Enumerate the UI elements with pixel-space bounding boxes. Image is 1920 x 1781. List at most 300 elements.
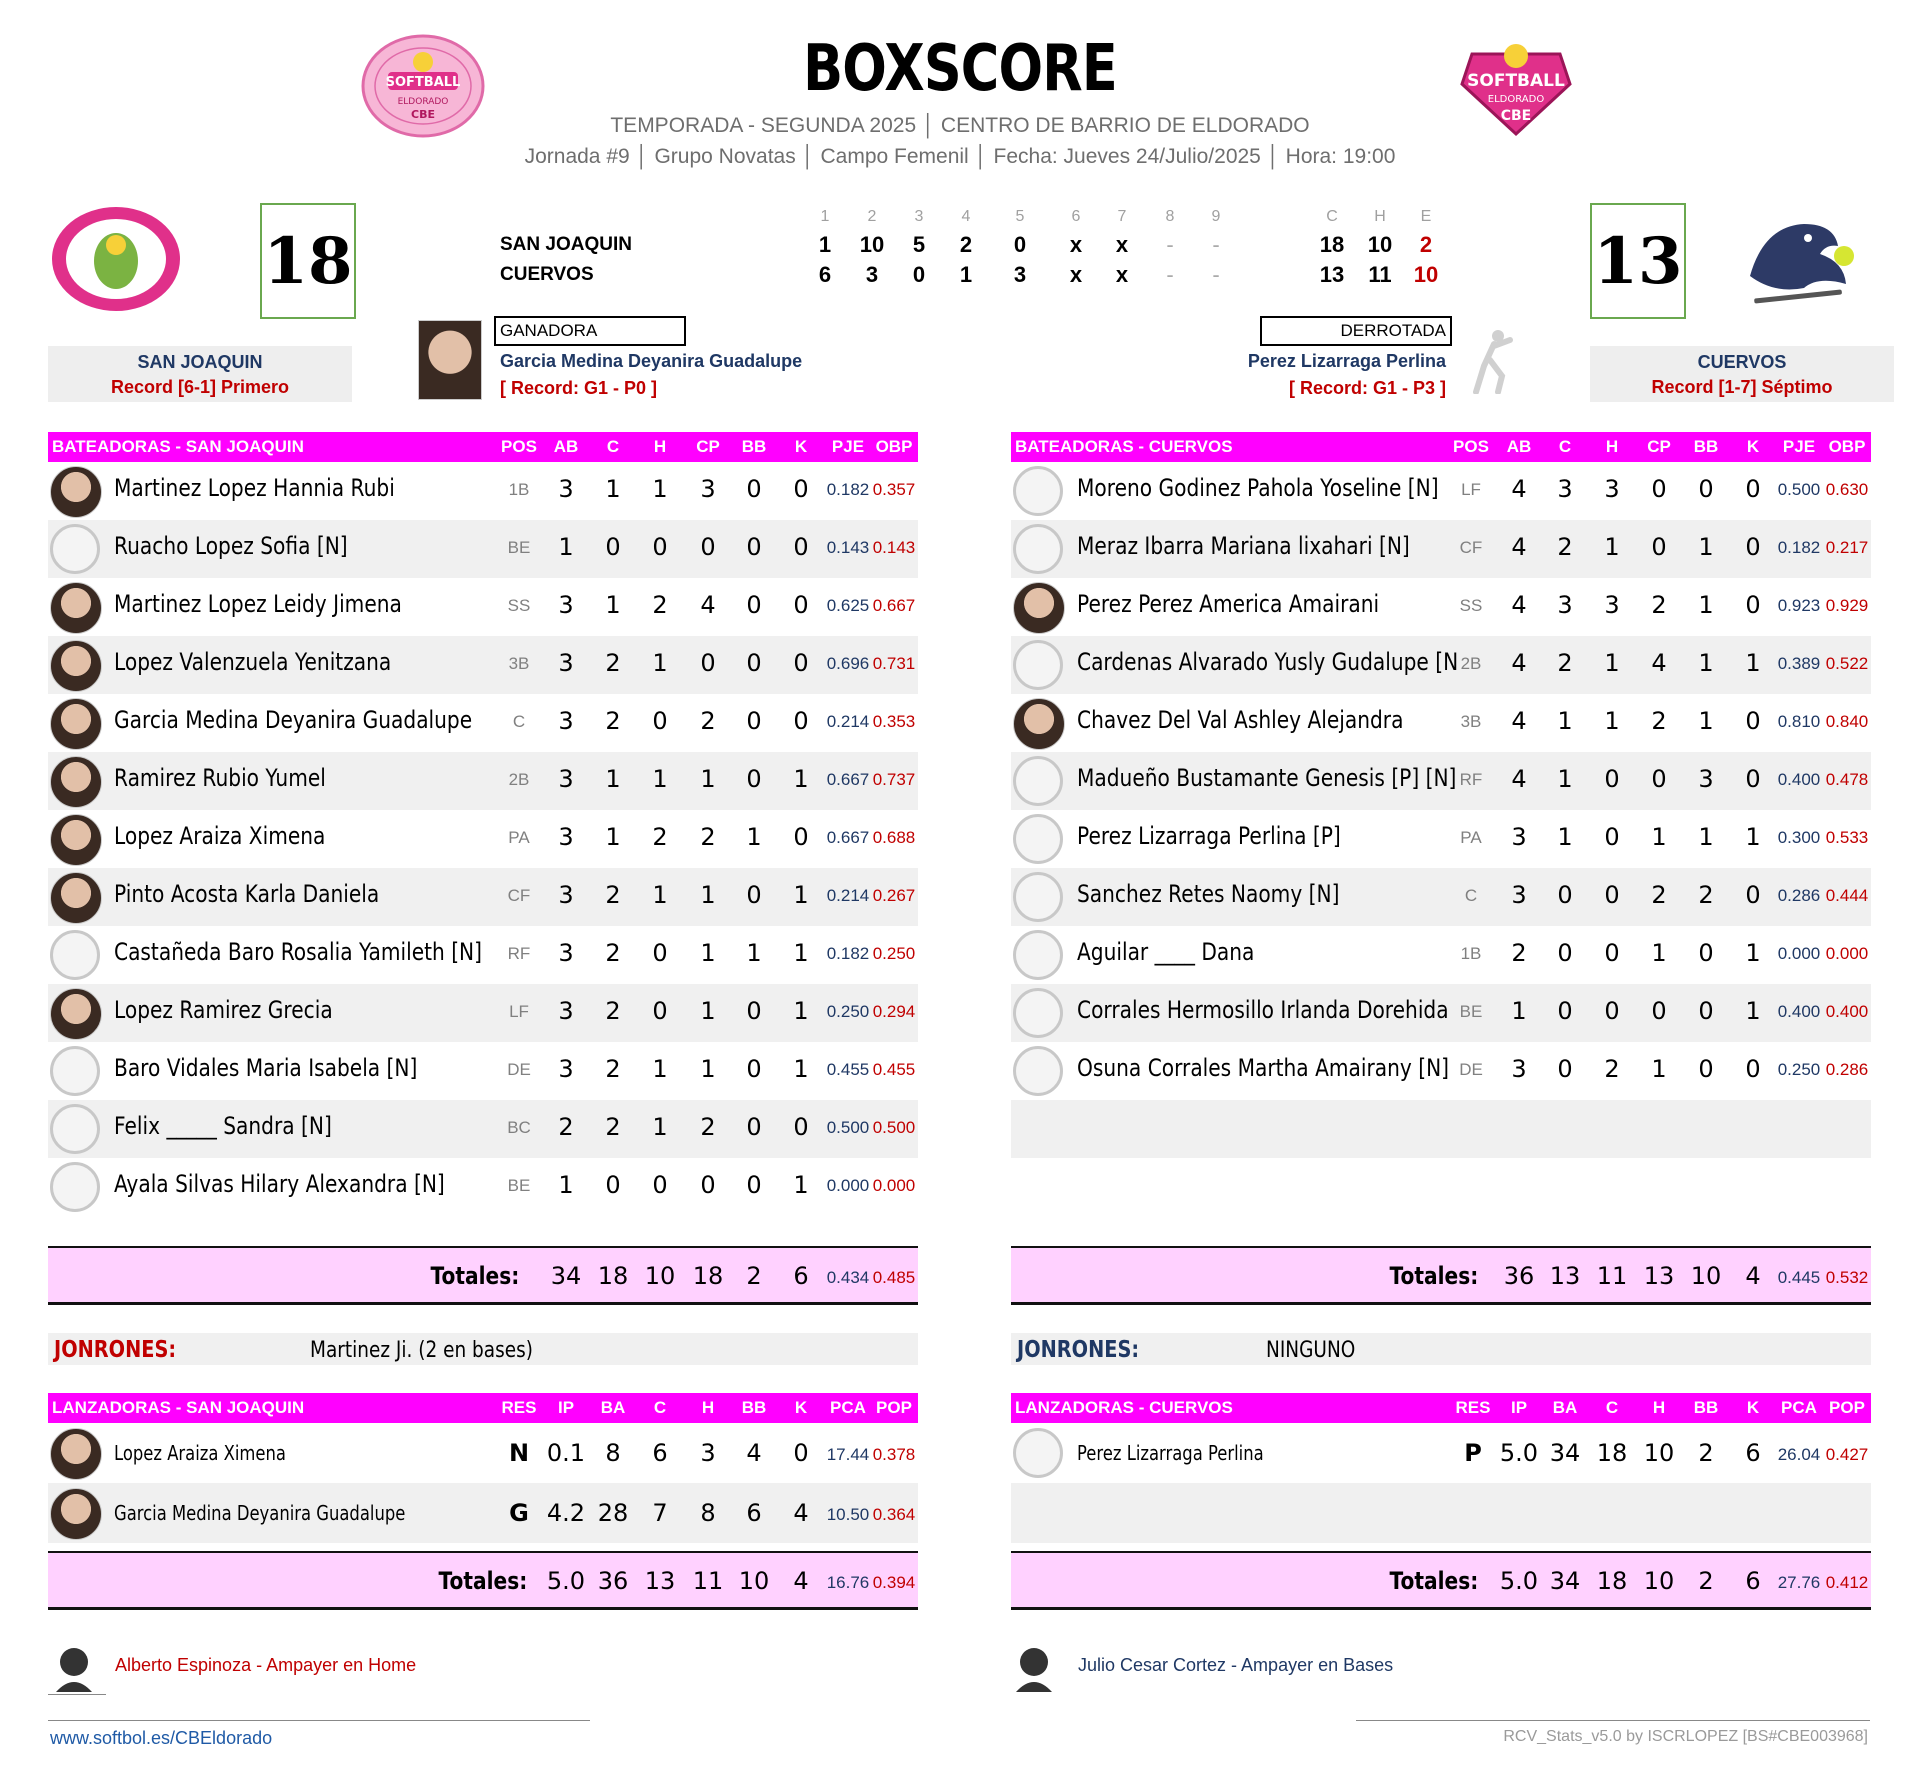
stat-ab: 4 <box>1511 591 1527 619</box>
column-header: RES <box>1455 1398 1491 1417</box>
stat-cp: 1 <box>700 997 716 1025</box>
stat-obp: 0.294 <box>872 1002 916 1021</box>
home-homeruns-label: JONRONES: <box>54 1337 177 1363</box>
player-position: DE <box>507 1060 531 1079</box>
league-logo-right <box>1452 34 1580 138</box>
player-position: SS <box>1459 596 1483 615</box>
stat-h: 3 <box>700 1439 716 1467</box>
stat-k: 1 <box>793 997 809 1025</box>
linescore-inning-runs: 3 <box>1013 262 1027 287</box>
table-row <box>1011 1483 1871 1543</box>
stat-c: 1 <box>605 475 621 503</box>
stat-h: 1 <box>652 1055 668 1083</box>
stat-h: 8 <box>700 1499 716 1527</box>
stat-bb: 0 <box>746 1171 762 1199</box>
table-row <box>48 752 918 810</box>
stat-pje: 0.250 <box>1777 1060 1821 1079</box>
stat-k: 1 <box>793 1171 809 1199</box>
stat-pje: 0.500 <box>826 1118 870 1137</box>
stat-c: 2 <box>605 1113 621 1141</box>
table-row <box>48 1158 918 1216</box>
stat-h: 0 <box>1604 881 1620 909</box>
table-row <box>1011 868 1871 926</box>
home-team-box <box>48 346 352 402</box>
stat-ip: 0.1 <box>546 1439 586 1467</box>
total-k: 4 <box>793 1567 809 1595</box>
stat-cp: 3 <box>700 475 716 503</box>
pitcher-result: G <box>509 1499 529 1527</box>
stat-ab: 3 <box>558 475 574 503</box>
column-header: K <box>794 437 808 456</box>
player-name: Perez Lizarraga Perlina [P] <box>1077 822 1341 850</box>
stat-bb: 0 <box>1698 475 1714 503</box>
player-position: CF <box>1459 538 1483 557</box>
home-batting-table <box>48 432 918 1216</box>
stat-h: 0 <box>652 997 668 1025</box>
stat-pje: 0.250 <box>826 1002 870 1021</box>
total-cp: 18 <box>692 1262 724 1290</box>
linescore-home-team: SAN JOAQUIN <box>500 234 632 255</box>
game-details: Jornada #9 │ Grupo Novatas │ Campo Femenil │ Fecha: Jueves 24/Julio/2025 │ Hora: 19:00 <box>524 145 1396 168</box>
total-c: 18 <box>597 1262 629 1290</box>
stat-ab: 3 <box>558 765 574 793</box>
table-row <box>48 520 918 578</box>
linescore-inning-runs: x <box>1069 232 1083 257</box>
table-row <box>1011 810 1871 868</box>
linescore-total-head: E <box>1420 208 1432 225</box>
player-photo <box>50 756 102 808</box>
stat-h: 0 <box>1604 823 1620 851</box>
stat-c: 2 <box>605 881 621 909</box>
stat-k: 6 <box>1745 1439 1761 1467</box>
column-header: H <box>653 437 667 456</box>
column-header: C <box>653 1398 667 1417</box>
total-h: 10 <box>1643 1567 1675 1595</box>
stat-bb: 0 <box>746 475 762 503</box>
stat-bb: 1 <box>1698 707 1714 735</box>
column-header: H <box>1652 1398 1666 1417</box>
table-row <box>48 1423 918 1483</box>
player-photo <box>50 1428 102 1480</box>
linescore-inning-runs: 0 <box>1013 232 1027 257</box>
stat-obp: 0.667 <box>872 596 916 615</box>
stat-h: 0 <box>1604 765 1620 793</box>
table-row <box>1011 462 1871 520</box>
stat-pje: 0.667 <box>826 770 870 789</box>
stat-cp: 0 <box>700 1171 716 1199</box>
stat-c: 2 <box>605 1055 621 1083</box>
total-pca: 16.76 <box>826 1573 870 1592</box>
table-row <box>48 868 918 926</box>
total-bb: 2 <box>1698 1567 1714 1595</box>
stat-cp: 0 <box>700 533 716 561</box>
stat-ip: 4.2 <box>546 1499 586 1527</box>
linescore-total-head: C <box>1326 208 1338 225</box>
pitcher-result: N <box>508 1439 530 1467</box>
stat-ab: 2 <box>558 1113 574 1141</box>
total-h: 11 <box>1596 1262 1628 1290</box>
pitching-header <box>1011 1393 1871 1423</box>
table-row <box>48 1483 918 1543</box>
stat-pje: 0.389 <box>1777 654 1821 673</box>
footer-url-link[interactable]: www.softbol.es/CBEldorado <box>50 1728 273 1748</box>
stat-obp: 0.500 <box>872 1118 916 1137</box>
stat-h: 0 <box>1604 997 1620 1025</box>
stat-pje: 0.182 <box>826 480 870 499</box>
column-header: K <box>1746 1398 1760 1417</box>
player-name: Madueño Bustamante Genesis [P] [N] <box>1077 764 1457 792</box>
stat-pje: 0.286 <box>1777 886 1821 905</box>
stat-cp: 0 <box>700 649 716 677</box>
stat-c: 0 <box>1557 939 1573 967</box>
player-name: Aguilar ____ Dana <box>1077 938 1255 966</box>
table-row <box>48 1100 918 1158</box>
linescore-inning-head: 2 <box>867 208 877 225</box>
stat-h: 1 <box>652 881 668 909</box>
home-homeruns-value: Martinez Ji. (2 en bases) <box>310 1338 533 1363</box>
player-name: Martinez Lopez Hannia Rubi <box>114 474 395 502</box>
stat-k: 1 <box>793 1055 809 1083</box>
player-name: Pinto Acosta Karla Daniela <box>114 880 380 908</box>
stat-h: 1 <box>652 475 668 503</box>
stat-obp: 0.630 <box>1825 480 1869 499</box>
stat-h: 0 <box>1604 939 1620 967</box>
column-header: C <box>1605 1398 1619 1417</box>
stat-pje: 0.696 <box>826 654 870 673</box>
stat-bb: 1 <box>1698 649 1714 677</box>
stat-bb: 0 <box>746 533 762 561</box>
player-name: Lopez Valenzuela Yenitzana <box>114 648 392 676</box>
player-silhouette-icon <box>1013 930 1063 980</box>
player-name: Baro Vidales Maria Isabela [N] <box>114 1054 418 1082</box>
stat-pop: 0.427 <box>1825 1445 1869 1464</box>
stat-ab: 3 <box>1511 1055 1527 1083</box>
stat-pje: 0.214 <box>826 712 870 731</box>
column-header: C <box>606 437 620 456</box>
stat-pca: 17.44 <box>826 1445 870 1464</box>
total-k: 4 <box>1745 1262 1761 1290</box>
linescore-inning-head: 3 <box>914 208 924 225</box>
stat-k: 0 <box>793 1113 809 1141</box>
stat-cp: 1 <box>1651 939 1667 967</box>
linescore-inning-runs: 10 <box>859 232 885 257</box>
stat-c: 18 <box>1596 1439 1628 1467</box>
stat-ab: 4 <box>1511 475 1527 503</box>
player-name: Lopez Araiza Ximena <box>114 822 326 850</box>
column-header: C <box>1558 437 1572 456</box>
totals-label: Totales: <box>430 1262 520 1290</box>
stat-h: 10 <box>1643 1439 1675 1467</box>
stat-h: 0 <box>652 1171 668 1199</box>
linescore-inning-runs: 5 <box>912 232 926 257</box>
totals-label: Totales: <box>1389 1567 1479 1595</box>
table-row <box>48 636 918 694</box>
stat-h: 3 <box>1604 475 1620 503</box>
stat-obp: 0.533 <box>1825 828 1869 847</box>
batting-title: BATEADORAS - SAN JOAQUIN <box>52 437 304 456</box>
stat-bb: 1 <box>1698 823 1714 851</box>
total-h: 11 <box>692 1567 724 1595</box>
home-score: 18 <box>260 203 356 319</box>
linescore-inning-runs: 1 <box>818 232 832 257</box>
column-header: PCA <box>1781 1398 1817 1417</box>
stat-pje: 0.000 <box>1777 944 1821 963</box>
stat-obp: 0.353 <box>872 712 916 731</box>
stat-h: 2 <box>652 591 668 619</box>
away-team-logo <box>1734 206 1864 310</box>
linescore-inning-runs: x <box>1115 262 1129 287</box>
stat-pje: 0.182 <box>1777 538 1821 557</box>
away-team-box <box>1590 346 1894 402</box>
umpire-home: Alberto Espinoza - Ampayer en Home <box>115 1655 417 1675</box>
footer-divider-left <box>48 1720 590 1721</box>
linescore-inning-head: 5 <box>1015 208 1025 225</box>
total-pje: 0.445 <box>1777 1268 1821 1287</box>
stat-cp: 1 <box>700 765 716 793</box>
linescore-inning-runs: 0 <box>912 262 926 287</box>
player-name: Perez Perez America Amairani <box>1077 590 1380 618</box>
stat-c: 2 <box>605 649 621 677</box>
player-photo <box>50 814 102 866</box>
stat-cp: 1 <box>700 939 716 967</box>
stat-bb: 0 <box>746 1055 762 1083</box>
stat-cp: 0 <box>1651 475 1667 503</box>
away-score: 13 <box>1590 203 1686 319</box>
stat-cp: 1 <box>700 1055 716 1083</box>
linescore-inning-runs: x <box>1115 232 1129 257</box>
column-header: K <box>1746 437 1760 456</box>
stat-h: 1 <box>652 1113 668 1141</box>
stat-ab: 3 <box>558 649 574 677</box>
umpire-home-avatar <box>52 1644 96 1692</box>
stat-cp: 0 <box>1651 765 1667 793</box>
linescore-inning-runs: - <box>1212 232 1220 257</box>
stat-cp: 1 <box>1651 823 1667 851</box>
stat-h: 1 <box>1604 707 1620 735</box>
linescore-total: 2 <box>1419 232 1433 257</box>
stat-ab: 1 <box>1511 997 1527 1025</box>
stat-ab: 3 <box>1511 823 1527 851</box>
total-ab: 34 <box>550 1262 582 1290</box>
stat-c: 1 <box>605 823 621 851</box>
batting-header <box>48 432 918 462</box>
total-k: 6 <box>1745 1567 1761 1595</box>
stat-cp: 4 <box>700 591 716 619</box>
player-silhouette-icon <box>50 930 100 980</box>
stat-k: 0 <box>793 823 809 851</box>
column-header: BB <box>741 1398 767 1417</box>
total-ba: 36 <box>597 1567 629 1595</box>
stat-pje: 0.500 <box>1777 480 1821 499</box>
table-row <box>1011 926 1871 984</box>
linescore-inning-runs: x <box>1069 262 1083 287</box>
total-pje: 0.434 <box>826 1268 870 1287</box>
player-photo <box>50 640 102 692</box>
stat-ab: 3 <box>558 707 574 735</box>
stat-pop: 0.364 <box>872 1505 916 1524</box>
player-position: DE <box>1459 1060 1483 1079</box>
stat-bb: 6 <box>746 1499 762 1527</box>
player-name: Lopez Ramirez Grecia <box>114 996 333 1024</box>
player-position: 1B <box>1460 944 1482 963</box>
player-name: Ruacho Lopez Sofia [N] <box>114 532 348 560</box>
linescore-total: 10 <box>1367 232 1393 257</box>
stat-cp: 0 <box>1651 997 1667 1025</box>
stat-pje: 0.455 <box>826 1060 870 1079</box>
stat-ba: 8 <box>605 1439 621 1467</box>
stat-h: 1 <box>1604 649 1620 677</box>
linescore-total: 11 <box>1368 262 1392 287</box>
totals-label: Totales: <box>438 1567 528 1595</box>
stat-bb: 0 <box>1698 997 1714 1025</box>
linescore-inning-head: 1 <box>820 208 830 225</box>
linescore-inning-runs: 1 <box>959 262 973 287</box>
home-batting-totals <box>48 1246 918 1305</box>
column-header: AB <box>1506 437 1532 456</box>
svg-text:ELDORADO: ELDORADO <box>397 97 449 107</box>
column-header: H <box>1605 437 1619 456</box>
stat-obp: 0.286 <box>1825 1060 1869 1079</box>
home-pitching-table <box>48 1393 918 1543</box>
stat-k: 0 <box>1745 533 1761 561</box>
player-position: 3B <box>1460 712 1482 731</box>
linescore-inning-runs: 3 <box>865 262 879 287</box>
winner-label: GANADORA <box>494 316 686 346</box>
column-header: PJE <box>1782 437 1816 456</box>
batting-title: BATEADORAS - CUERVOS <box>1015 437 1233 456</box>
stat-cp: 2 <box>700 707 716 735</box>
stat-ba: 34 <box>1549 1439 1581 1467</box>
column-header: CP <box>1647 437 1671 456</box>
stat-obp: 0.731 <box>872 654 916 673</box>
linescore-away-team: CUERVOS <box>500 264 594 285</box>
stat-k: 0 <box>1745 881 1761 909</box>
linescore-total: 13 <box>1319 262 1345 287</box>
stat-bb: 0 <box>746 881 762 909</box>
stat-cp: 2 <box>1651 881 1667 909</box>
player-name: Meraz Ibarra Mariana lixahari [N] <box>1077 532 1410 560</box>
totals-label: Totales: <box>1389 1262 1479 1290</box>
away-homeruns-label: JONRONES: <box>1017 1337 1140 1363</box>
total-bb: 2 <box>746 1262 762 1290</box>
linescore-inning-head: 4 <box>961 208 971 225</box>
player-name: Cardenas Alvarado Yusly Gudalupe [N <box>1077 648 1459 676</box>
player-photo <box>1013 698 1065 750</box>
table-row <box>1011 1100 1871 1158</box>
stat-obp: 0.737 <box>872 770 916 789</box>
total-ip: 5.0 <box>1499 1567 1539 1595</box>
away-homeruns <box>1011 1333 1871 1365</box>
column-header: OBP <box>1828 437 1866 456</box>
stat-cp: 2 <box>1651 707 1667 735</box>
total-cp: 13 <box>1643 1262 1675 1290</box>
stat-pje: 0.143 <box>826 538 870 557</box>
winner-name: Garcia Medina Deyanira Guadalupe <box>500 351 803 371</box>
player-silhouette-icon <box>50 524 100 574</box>
stat-obp: 0.250 <box>872 944 916 963</box>
stat-c: 1 <box>1557 823 1573 851</box>
stat-h: 2 <box>1604 1055 1620 1083</box>
player-position: C <box>1464 886 1478 905</box>
stat-ab: 4 <box>1511 765 1527 793</box>
column-header: POP <box>876 1398 912 1417</box>
pitcher-silhouette-icon <box>1468 326 1516 394</box>
table-row <box>48 810 918 868</box>
stat-bb: 2 <box>1698 881 1714 909</box>
away-team-name: CUERVOS <box>1697 352 1787 372</box>
home-homeruns <box>48 1333 918 1365</box>
svg-text:CBE: CBE <box>1500 108 1532 124</box>
column-header: OBP <box>875 437 913 456</box>
table-row <box>1011 578 1871 636</box>
linescore-inning-head: 8 <box>1165 208 1175 225</box>
total-bb: 10 <box>738 1567 770 1595</box>
stat-h: 2 <box>652 823 668 851</box>
away-batting-totals <box>1011 1246 1871 1305</box>
total-ba: 34 <box>1549 1567 1581 1595</box>
table-row <box>1011 1423 1871 1483</box>
player-position: BE <box>507 1176 531 1195</box>
player-photo <box>50 466 102 518</box>
table-row <box>1011 694 1871 752</box>
stat-ab: 2 <box>1511 939 1527 967</box>
player-photo <box>1013 582 1065 634</box>
column-header: BA <box>1552 1398 1578 1417</box>
svg-text:ELDORADO: ELDORADO <box>1487 94 1545 105</box>
stat-k: 0 <box>1745 475 1761 503</box>
stat-k: 1 <box>1745 649 1761 677</box>
stat-k: 1 <box>1745 997 1761 1025</box>
umpire-bases: Julio Cesar Cortez - Ampayer en Bases <box>1078 1655 1394 1675</box>
player-silhouette-icon <box>1013 524 1063 574</box>
player-position: LF <box>1461 480 1481 499</box>
stat-obp: 0.000 <box>1825 944 1869 963</box>
stat-ab: 3 <box>1511 881 1527 909</box>
stat-c: 2 <box>1557 533 1573 561</box>
player-silhouette-icon <box>1013 640 1063 690</box>
stat-pop: 0.378 <box>872 1445 916 1464</box>
player-position: PA <box>508 828 530 847</box>
stat-c: 2 <box>1557 649 1573 677</box>
stat-obp: 0.688 <box>872 828 916 847</box>
player-position: RF <box>1459 770 1483 789</box>
total-ip: 5.0 <box>546 1567 586 1595</box>
stat-pje: 0.400 <box>1777 1002 1821 1021</box>
pitching-title: LANZADORAS - SAN JOAQUIN <box>52 1398 305 1417</box>
linescore-inning-runs: - <box>1166 262 1174 287</box>
stat-pca: 10.50 <box>826 1505 870 1524</box>
table-row <box>1011 520 1871 578</box>
stat-c: 1 <box>605 765 621 793</box>
stat-ba: 28 <box>597 1499 629 1527</box>
stat-pje: 0.810 <box>1777 712 1821 731</box>
player-photo <box>50 582 102 634</box>
stat-bb: 4 <box>746 1439 762 1467</box>
player-name: Sanchez Retes Naomy [N] <box>1077 880 1340 908</box>
stat-bb: 0 <box>746 591 762 619</box>
table-row <box>48 984 918 1042</box>
stat-pje: 0.625 <box>826 596 870 615</box>
winner-record: [ Record: G1 - P0 ] <box>500 378 658 398</box>
stat-obp: 0.400 <box>1825 1002 1869 1021</box>
loser-label: DERROTADA <box>1260 316 1452 346</box>
column-header: IP <box>557 1398 575 1417</box>
stat-pca: 26.04 <box>1777 1445 1821 1464</box>
stat-h: 3 <box>1604 591 1620 619</box>
league-logo-left-text: SOFTBALL <box>385 75 461 90</box>
stat-bb: 0 <box>1698 1055 1714 1083</box>
stat-bb: 0 <box>746 707 762 735</box>
